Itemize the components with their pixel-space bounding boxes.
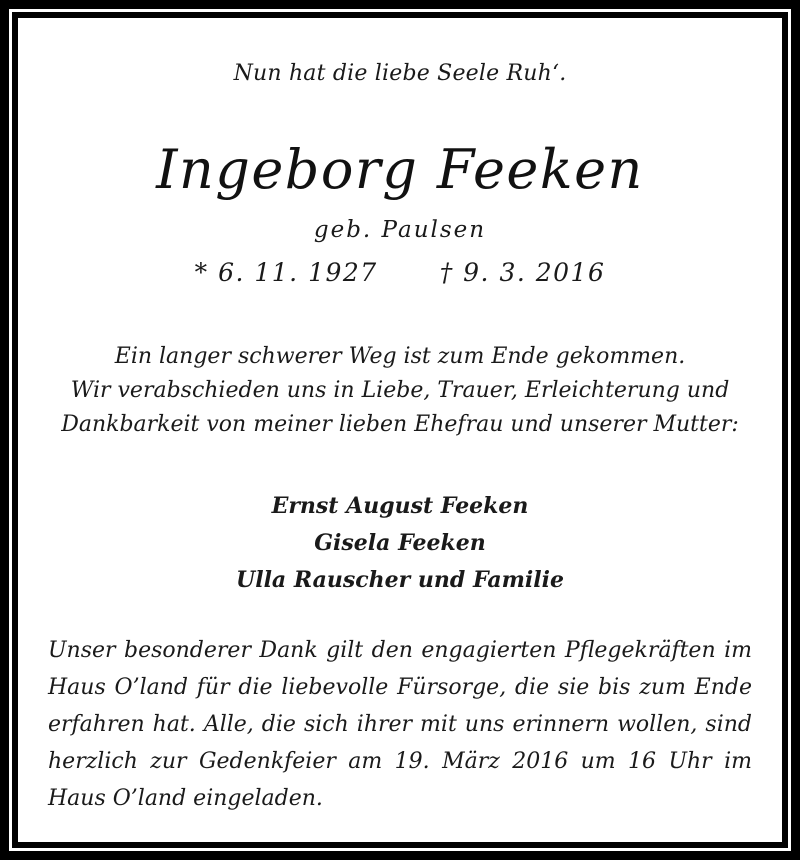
thanks-paragraph (48, 632, 752, 817)
thanks-line: Haus O’land für die liebevolle Fürsorge, die sie bis zum Ende (48, 675, 752, 700)
farewell-line: Wir verabschieden uns in Liebe, Trauer, Erleichterung und (70, 378, 730, 403)
thanks-line: erfahren hat. Alle, die sich ihrer mit uns erinnern wollen, sind (48, 712, 752, 737)
thanks-line: herzlich zur Gedenkfeier am 19. März 2016 um 16 Uhr im (48, 749, 752, 774)
mourner: Ernst August Feeken (271, 493, 529, 519)
maiden-name: geb. Paulsen (313, 217, 487, 243)
motto: Nun hat die liebe Seele Ruh‘. (233, 61, 567, 86)
thanks-line: Haus O’land eingeladen. (48, 786, 323, 811)
farewell-line: Dankbarkeit von meiner lieben Ehefrau und unserer Mutter: (61, 412, 739, 437)
birth-date: * 6. 11. 1927 (194, 258, 378, 287)
farewell-text (18, 340, 782, 442)
death-date: † 9. 3. 2016 (439, 258, 606, 287)
obituary-notice (18, 18, 782, 842)
life-dates (18, 258, 782, 287)
mourners-list (18, 488, 782, 599)
thanks-line: Unser besonderer Dank gilt den engagierten Pflegekräften im (48, 638, 752, 663)
farewell-line: Ein langer schwerer Weg ist zum Ende gekommen. (114, 344, 686, 369)
mourner: Gisela Feeken (314, 530, 486, 556)
mourner: Ulla Rauscher und Familie (236, 567, 564, 593)
deceased-name: Ingeborg Feeken (156, 138, 644, 201)
